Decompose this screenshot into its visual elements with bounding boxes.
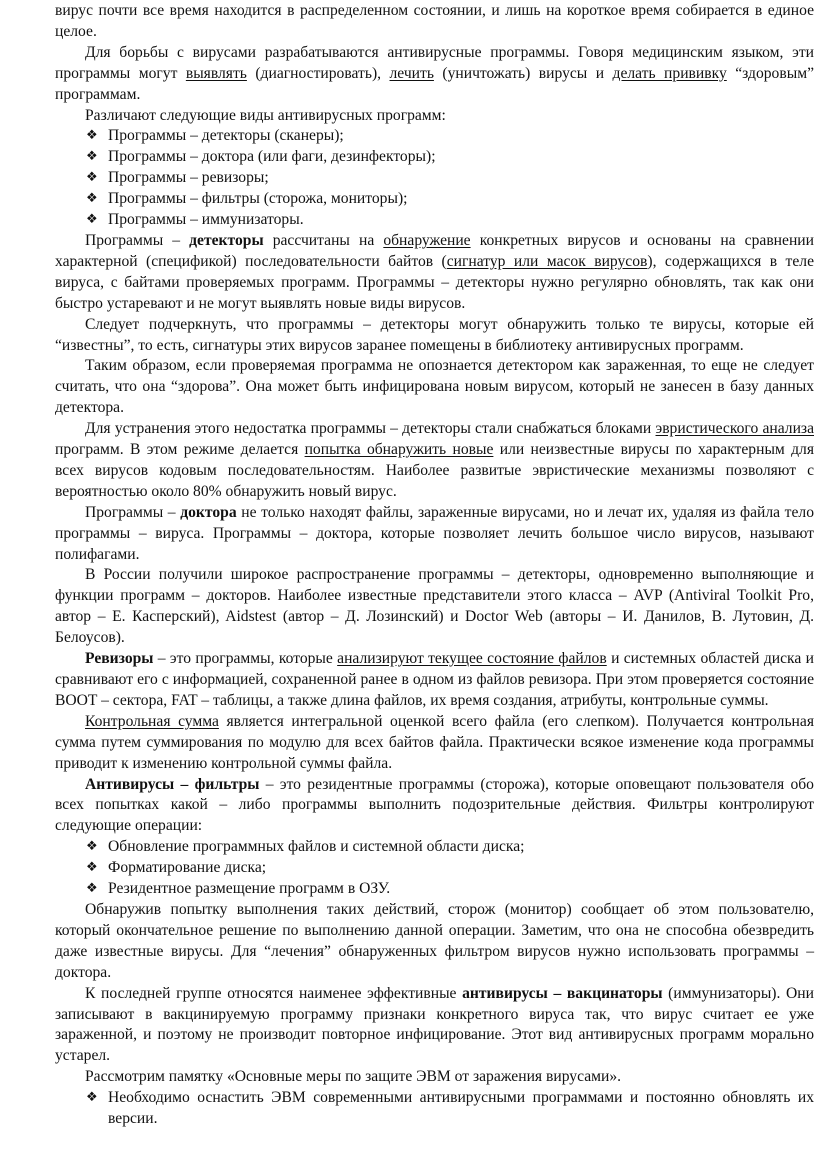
underlined-term-signatures: сигнатур или масок вирусов (446, 252, 648, 270)
list-item: ❖ Необходимо оснастить ЭВМ современными антивирусными программами и постоянно обновлять их версии. (86, 1089, 814, 1128)
filter-operations-list (0, 837, 816, 900)
paragraph-vaccinators: К последней группе относятся наименее эффективные антивирусы – вакцинаторы (иммунизаторы). Они записывают в вакцинируемую программу признаки конкретного вируса так, что вирус считает ее уже зараженной, и поэтому не производит повторное инфицирование. Этот вид антивирусных программ морально устарел. (55, 984, 814, 1065)
diamond-bullet-icon: ❖ (86, 881, 98, 897)
paragraph-heuristics: Для устранения этого недостатка программы – детекторы стали снабжаться блоками эвристического анализа программ. В этом режиме делается попытка обнаружить новые или неизвестные вирусы по характерным для всех вирусов кодовым последовательностям. Наиболее развитые эвристические механизмы позволяют с вероятностью около 80% обнаружить новый вирус. (55, 420, 814, 500)
underlined-term-detect: выявлять (185, 64, 247, 82)
paragraph-virus-state: вирус почти все время находится в распределенном состоянии, и лишь на короткое время собирается в единое целое. (55, 2, 814, 40)
paragraph-checksum: Контрольная сумма является интегральной оценкой всего файла (его слепком). Получается контрольная сумма путем суммирования по модулю для всех байтов файла. Практически всякое изменение кода программы приводит к изменению контрольной суммы файла. (55, 712, 815, 772)
diamond-bullet-icon: ❖ (86, 170, 98, 186)
underlined-term-detection: обнаружение (383, 231, 471, 249)
bold-term-doctors: доктора (180, 503, 237, 521)
diamond-bullet-icon: ❖ (86, 1090, 98, 1106)
bold-term-vaccinators: антивирусы – вакцинаторы (462, 984, 663, 1002)
paragraph-detectors-limits: Следует подчеркнуть, что программы – детекторы могут обнаружить только те вирусы, которые ей “известны”, то есть, сигнатуры этих вирусов заранее помещены в библиотеку антивирусных программ. (55, 315, 814, 354)
paragraph-detectors: Программы – детекторы рассчитаны на обнаружение конкретных вирусов и основаны на сравнении характерной (спецификой) последовательности байтов (сигнатур или масок вирусов), содержащихся в теле вируса, с байтами проверяемых программ. Программы – детекторы нужно регулярно обновлять, так как они быстро устаревают и не могут выявлять новые виды вирусов. (55, 231, 814, 312)
list-item: ❖ Программы – детекторы (сканеры); (86, 126, 814, 147)
diamond-bullet-icon: ❖ (86, 860, 98, 876)
list-item: ❖ Резидентное размещение программ в ОЗУ. (86, 879, 814, 900)
diamond-bullet-icon: ❖ (86, 839, 98, 855)
text: Для борьбы с вирусами разрабатываются антивирусные программы. Говоря медицинским языком, эти программы могут (55, 43, 814, 82)
paragraph-doctors: Программы – доктора не только находят файлы, зараженные вирусами, но и лечат их, удаляя из файла тело программы – вируса. Программы – доктора, которые позволяет лечить большое число вирусов, называют полифагами. (55, 503, 814, 563)
paragraph-types-intro: Различают следующие виды антивирусных программ: (85, 106, 446, 124)
text: (уничтожать) вирусы и (433, 64, 613, 82)
diamond-bullet-icon: ❖ (86, 128, 98, 144)
list-item: ❖ Программы – ревизоры; (86, 168, 814, 189)
underlined-term-cure: лечить (389, 64, 434, 82)
list-item: ❖ Форматирование диска; (86, 858, 814, 879)
memo-list (0, 1088, 816, 1130)
list-item: ❖ Программы – иммунизаторы. (86, 210, 814, 231)
list-item: ❖ Обновление программных файлов и системной области диска; (86, 837, 814, 858)
paragraph-auditors: Ревизоры – это программы, которые анализируют текущее состояние файлов и системных областей диска и сравнивают его с информацией, сохраненной ранее в одном из файлов ревизора. При этом проверяется состояние BOOT – сектора, FAT – таблицы, а также длина файлов, их время создания, атрибуты, контрольные суммы. (55, 650, 814, 709)
underlined-term-checksum: Контрольная сумма (85, 712, 219, 730)
text: (диагностировать), (246, 64, 390, 82)
bold-term-detectors: детекторы (189, 231, 264, 249)
paragraph-monitor: Обнаружив попытку выполнения таких действий, сторож (монитор) сообщает об этом пользователю, который окончательное решение по выполнению данной операции. Заметим, что она не способна обезвредить даже известные вирусы. Для “лечения” обнаруженных фильтром вирусов нужно использовать программы – доктора. (55, 900, 814, 981)
bold-term-auditors: Ревизоры (85, 650, 154, 668)
underlined-term-vaccinate: делать прививку (612, 64, 727, 82)
list-item: ❖ Программы – доктора (или фаги, дезинфекторы); (86, 147, 814, 168)
paragraph-memo: Рассмотрим памятку «Основные меры по защите ЭВМ от заражения вирусами». (85, 1068, 622, 1086)
bold-term-filters: Антивирусы – фильтры (85, 775, 260, 793)
antivirus-types-list (0, 126, 816, 231)
paragraph-russia: В России получили широкое распространение программы – детекторы, одновременно выполняющие и функции программ – докторов. Наиболее известные представители этого класса – AVP (Antiviral Toolkit Pro, автор – Е. Касперский), Aidstest (автор – Д. Лозинский) и Doctor Web (авторы – И. Данилов, В. Лутовин, Д. Белоусов). (55, 566, 814, 647)
underlined-term-attempt: попытка обнаружить новые (304, 441, 494, 459)
paragraph-filters: Антивирусы – фильтры – это резидентные программы (сторожа), которые оповещают пользователя обо всех попытках какой – либо программы выполнить подозрительные действия. Фильтры контролируют следующие операции: (55, 775, 814, 835)
diamond-bullet-icon: ❖ (86, 212, 98, 228)
underlined-term-analyze: анализируют текущее состояние файлов (337, 650, 607, 668)
list-item: ❖ Программы – фильтры (сторожа, мониторы); (86, 189, 814, 210)
underlined-term-heuristic: эвристического анализа (655, 420, 814, 438)
paragraph-infected-new: Таким образом, если проверяемая программа не опознается детектором как зараженная, то еще не следует считать, что она “здорова”. Она может быть инфицирована новым вирусом, который не занесен в базу данных детектора. (55, 357, 814, 417)
text: “здоровым” программам. (55, 64, 814, 103)
paragraph-antivirus-intro (0, 43, 816, 106)
diamond-bullet-icon: ❖ (86, 191, 98, 207)
diamond-bullet-icon: ❖ (86, 149, 98, 165)
